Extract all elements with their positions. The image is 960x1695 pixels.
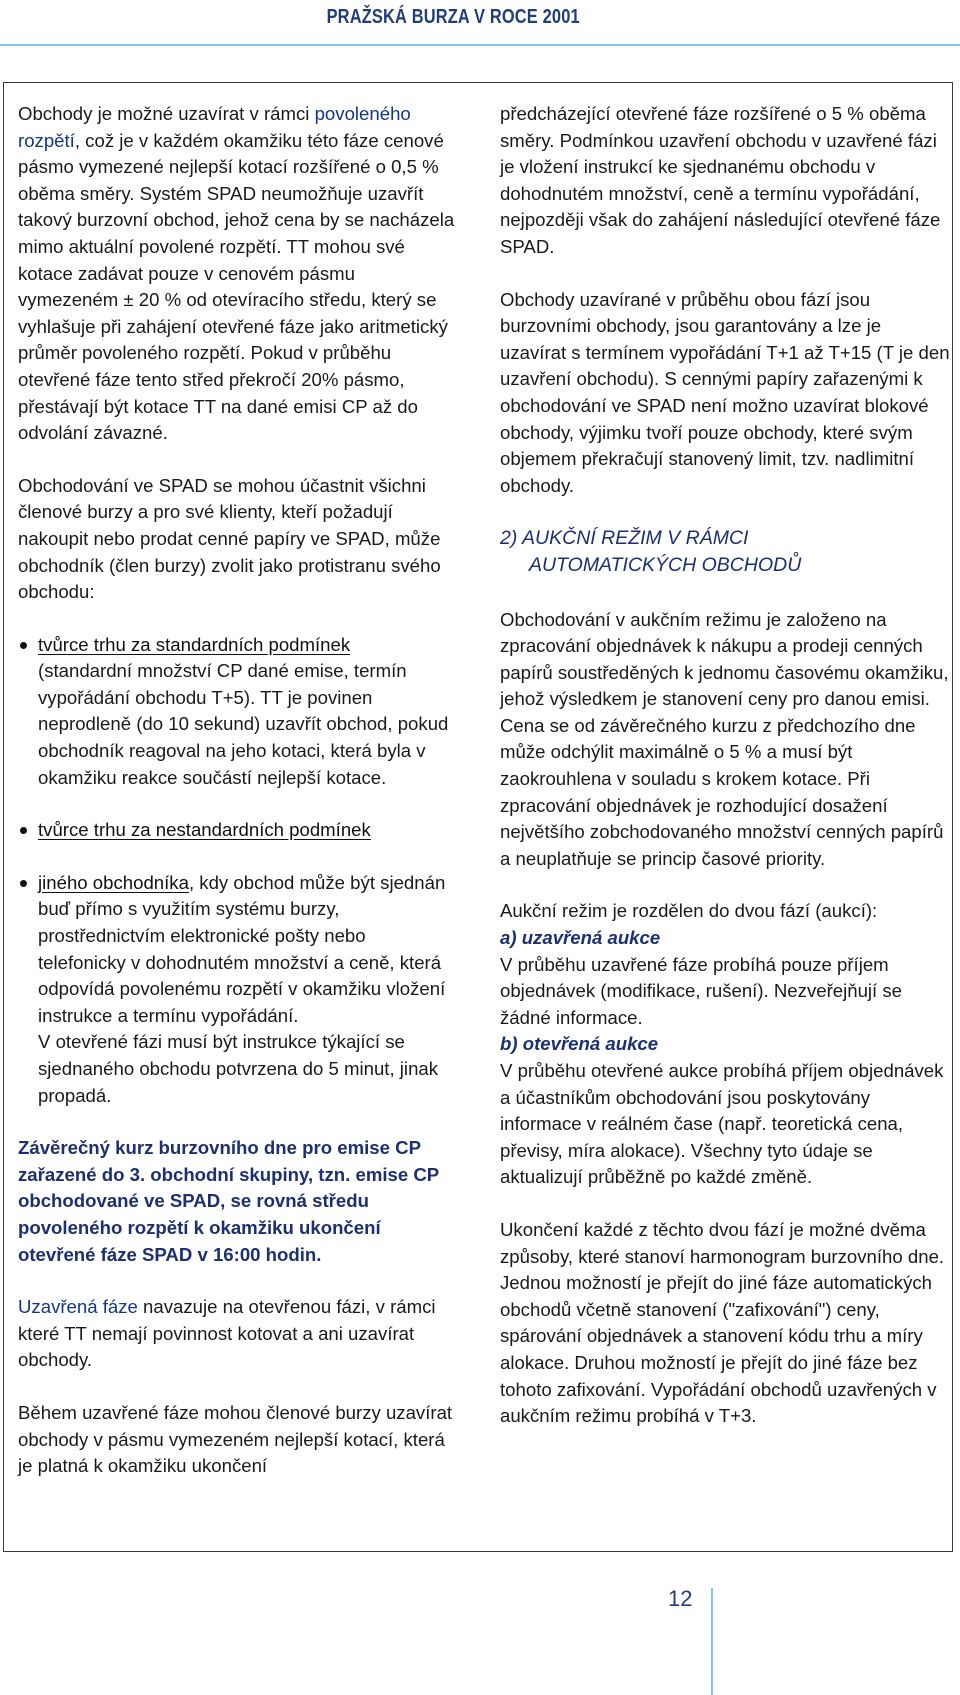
paragraph-participants: Obchodování ve SPAD se mohou účastnit všichni členové burzy a pro své klienty, kteří požadují nakoupit nebo prodat cenné papíry ve SPAD, může obchodník (člen burzy) zvolit jako protistranu svého obchodu: (18, 474, 441, 603)
bullet-text: , kdy obchod může být sjednán buď přímo s využitím systému burzy, prostřednictvím elektronické pošty nebo telefonicky v dohodnutém množství a ceně, která odpovídá povolenému rozpětí v okamžiku vložení instrukce a termínu vypořádání. (38, 871, 446, 1026)
term-povolene-rozpeti: povoleného rozpětí (18, 103, 411, 151)
paragraph-closed-phase-trading: Během uzavřené fáze mohou členové burzy uzavírat obchody v pásmu vymezeném nejlepší kotací, která je platná k okamžiku ukončení (18, 1401, 453, 1477)
running-header-title: PRAŽSKÁ BURZA V ROCE 2001 (326, 6, 580, 28)
right-column (500, 101, 950, 1430)
paragraph-closed-phase: Uzavřená fáze navazuje na otevřenou fázi, v rámci které TT nemají povinnost kotovat a ani uzavírat obchody. (18, 1296, 436, 1371)
paragraph-phase-ending: Ukončení každé z těchto dvou fází je možné dvěma způsoby, které stanoví harmonogram burzovního dne. Jednou možností je přejít do jiné fáze automatických obchodů včetně stanovení ("zafixování") ceny, spárování objednávek a stanovení kódu trhu a míry alokace. Druhou možností je přejít do jiné fáze bez tohoto zafixování. Vypořádání obchodů uzavřených v aukčním režimu probíhá v T+3. (500, 1218, 945, 1427)
bullet-lead: jiného obchodníka (38, 871, 189, 893)
bullet-text-2: V otevřené fázi musí být instrukce týkající se sjednaného obchodu potvrzena do 5 minut, jinak propadá. (38, 1031, 439, 1106)
bullet-lead: tvůrce trhu za standardních podmínek (38, 633, 351, 655)
paragraph-previous-phase: předcházející otevřené fáze rozšířené o 5 % oběma směry. Podmínkou uzavření obchodu v uzavřené fázi je vložení instrukcí ke sjednanému obchodu v dohodnutém množství, ceně a termínu vypořádání, nejpozději však do zahájení následující otevřené fáze SPAD. (500, 103, 941, 257)
header-divider (0, 44, 960, 46)
term-uzavrena-faze: Uzavřená fáze (18, 1296, 138, 1318)
auction-phases-block (500, 898, 950, 1191)
bullet-text: (standardní množství CP dané emise, termín vypořádání obchodu T+5). TT je povinen neprodleně (do 10 sekund) uzavřít obchod, pokud obchodník reagoval na jeho kotaci, která byla v okamžiku reakce součástí nejlepší kotace. (38, 660, 449, 788)
bullet-icon (20, 880, 27, 887)
auction-phases-intro: Aukční režim je rozdělen do dvou fází (aukcí): (500, 900, 878, 922)
bullet-icon (20, 642, 27, 649)
bullet-icon (20, 827, 27, 834)
subheading-closed-auction: a) uzavřená aukce (500, 927, 661, 949)
left-column (18, 101, 458, 1480)
bullet-lead: tvůrce trhu za nestandardních podmínek (38, 819, 371, 841)
subheading-open-auction: b) otevřená aukce (500, 1033, 659, 1055)
open-auction-text: V průběhu otevřené aukce probíhá příjem objednávek a účastníkům obchodování jsou poskytovány informace v reálném čase (např. teoretická cena, převisy, míra alokace). Všechny tyto údaje se aktualizují průběžně po každé změně. (500, 1060, 944, 1188)
list-item (18, 632, 458, 792)
list-item (18, 870, 458, 1109)
paragraph-auction-regime: Obchodování v aukčním režimu je založeno na zpracování objednávek k nákupu a prodeji cenných papírů soustředěných k jednomu časovému okamžiku, jehož výsledkem je stanovení ceny pro danou emisi. Cena se od závěrečného kurzu z předchozího dne může odchýlit maximálně o 5 % a musí být zaokrouhlena v souladu s krokem kotace. Při zpracování objednávek je rozhodující dosažení největšího zobchodovaného množství cenných papírů a neuplatňuje se princip časové priority. (500, 608, 949, 869)
page-number-rule (711, 1588, 713, 1695)
closed-auction-text: V průběhu uzavřené fáze probíhá pouze příjem objednávek (modifikace, rušení). Nezveřejňují se žádné informace. (500, 953, 903, 1028)
paragraph-guarantees: Obchody uzavírané v průběhu obou fází jsou burzovními obchody, jsou garantovány a lze je uzavírat s termínem vypořádání T+1 až T+15 (T je den uzavření obchodu). S cennými papíry zařazenými k obchodování ve SPAD není možno uzavírat blokové obchody, výjimku tvoří pouze obchody, které svým objemem překračují stanovený limit, tzv. nadlimitní obchody. (500, 288, 950, 496)
section-heading: 2) AUKČNÍ REŽIM V RÁMCI AUTOMATICKÝCH OBCHODŮ (500, 527, 802, 576)
page-number: 12 (668, 1586, 693, 1611)
paragraph-trading-range: Obchody je možné uzavírat v rámci povoleného rozpětí, což je v každém okamžiku této fáze cenové pásmo vymezené nejlepší kotací rozšířené o 0,5 % oběma směry. Systém SPAD neumožňuje uzavřít takový burzovní obchod, jehož cena by se nacházela mimo aktuální povolené rozpětí. TT mohou své kotace zadávat pouze v cenovém pásmu vymezeném ± 20 % od otevíracího středu, který se vyhlašuje při zahájení otevřené fáze jako aritmetický průměr povoleného rozpětí. Pokud v průběhu otevřené fáze tento střed překročí 20% pásmo, přestávají být kotace TT na dané emisi CP až do odvolání závazné. (18, 103, 455, 444)
list-item (18, 817, 458, 844)
paragraph-closing-price: Závěrečný kurz burzovního dne pro emise CP zařazené do 3. obchodní skupiny, tzn. emise CP obchodované ve SPAD, se rovná středu povoleného rozpětí k okamžiku ukončení otevřené fáze SPAD v 16:00 hodin. (18, 1137, 439, 1265)
